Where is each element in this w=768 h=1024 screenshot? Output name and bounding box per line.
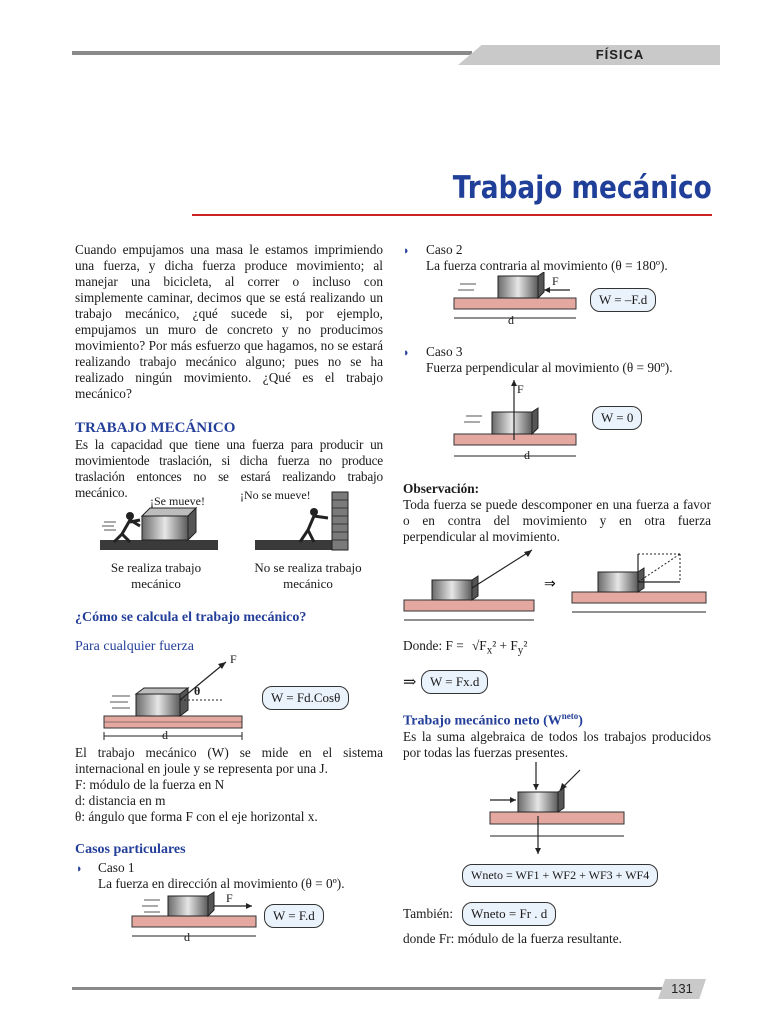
speech-no-moves: ¡No se mueve! bbox=[240, 488, 311, 502]
donde-text: Donde: F = bbox=[403, 638, 464, 653]
label-F: F bbox=[230, 652, 237, 666]
page-title: Trabajo mecánico bbox=[452, 170, 712, 206]
intro-paragraph: Cuando empujamos una masa le estamos imprimiendo una fuerza, y dicha fuerza produce movimiento; al manejar una bicicleta, al correr o incluso con simplemente caminar, decimos que se está realizando un trabajo mecánico, ¿qué sucede si, por ejemplo, empujamos un muro de concreto y no producimos movimiento? Por más esfuerzo que hagamos, no se estará realizando trabajo mecánico alguno; pues no se ha realizado ningún movimiento. ¿Qué es el trabajo mecánico? bbox=[75, 242, 383, 401]
caso2-label: Caso 2 bbox=[426, 242, 463, 257]
net-forces-diagram bbox=[484, 756, 630, 862]
formula-general: W = Fd.Cosθ bbox=[262, 686, 349, 710]
formula-fx: W = Fx.d bbox=[421, 670, 488, 694]
caso1-text: La fuerza en dirección al movimiento (θ = 0º). bbox=[98, 876, 345, 891]
caso3-label: Caso 3 bbox=[426, 344, 463, 359]
header-rule bbox=[72, 51, 472, 55]
speech-moves: ¡Se mueve! bbox=[150, 494, 205, 508]
heading-casos: Casos particulares bbox=[75, 842, 186, 857]
bullet-icon: ◗ bbox=[403, 347, 410, 359]
explain-4: θ: ángulo que forma F con el eje horizontal x. bbox=[75, 809, 318, 824]
diagram-caso1 bbox=[128, 890, 268, 946]
brick-wall bbox=[332, 492, 348, 550]
neto-text: Es la suma algebraica de todos los trabajos producidos por todas las fuerzas presentes. bbox=[403, 729, 711, 760]
label-theta: θ bbox=[194, 684, 201, 698]
resultant-note: donde Fr: módulo de la fuerza resultante. bbox=[403, 931, 622, 946]
tambien-label: También: bbox=[403, 906, 454, 921]
caso2-text: La fuerza contraria al movimiento (θ = 180º). bbox=[426, 258, 668, 273]
explain-1: El trabajo mecánico (W) se mide en el sistema internacional en joule y se representa por una J. bbox=[75, 745, 383, 776]
svg-text:⇒: ⇒ bbox=[544, 577, 556, 592]
person-icon bbox=[126, 512, 134, 520]
observacion-text: Toda fuerza se puede descomponer en una fuerza a favor o en contra del movimiento y en otra fuerza perpendicular al movimiento. bbox=[403, 497, 711, 544]
caption-right: No se realiza trabajo mecánico bbox=[254, 560, 362, 591]
title-rule bbox=[192, 214, 712, 216]
decomposition-diagram bbox=[400, 540, 712, 630]
caption-left: Se realiza trabajo mecánico bbox=[110, 560, 202, 591]
caso3-text: Fuerza perpendicular al movimiento (θ = 90º). bbox=[426, 360, 673, 375]
formula-caso1: W = F.d bbox=[264, 904, 324, 928]
heading-how-calc: ¿Cómo se calcula el trabajo mecánico? bbox=[75, 610, 307, 625]
bullet-icon: ◗ bbox=[403, 245, 410, 257]
formula-resultant: Wneto = Fr . d bbox=[462, 902, 556, 926]
diagram-caso2 bbox=[450, 272, 580, 324]
subheading-any-force: Para cualquier fuerza bbox=[75, 639, 194, 654]
floor-right bbox=[255, 540, 335, 550]
push-figures bbox=[100, 486, 360, 558]
diagram-caso3 bbox=[450, 376, 580, 466]
implies-arrow: ⇒ bbox=[403, 674, 417, 691]
sqrt-formula: $√F_x^2 + F_y^2$ bbox=[472, 638, 528, 657]
definition-paragraph: Es la capacidad que tiene una fuerza para producir un movimientode traslación, si dicha fuerza no produce traslación entonces no se estará realizando trabajo mecánico. bbox=[75, 437, 383, 500]
formula-caso2: W = –F.d bbox=[590, 288, 656, 312]
force-diagram-general bbox=[100, 650, 250, 742]
explain-3: d: distancia en m bbox=[75, 793, 166, 808]
formula-caso3: W = 0 bbox=[592, 406, 642, 430]
caso1-label: Caso 1 bbox=[98, 860, 135, 875]
observacion-heading: Observación: bbox=[403, 481, 480, 496]
subject-label: FÍSICA bbox=[595, 47, 645, 62]
label-d: d bbox=[162, 728, 168, 742]
neto-heading: Trabajo mecánico neto $(W^{neto})$ bbox=[403, 711, 583, 729]
footer-rule bbox=[72, 987, 662, 990]
section-heading-trabajo: TRABAJO MECÁNICO bbox=[75, 420, 236, 436]
bullet-icon: ◗ bbox=[76, 863, 83, 875]
page-number: 131 bbox=[671, 981, 693, 996]
formula-net-sum: Wneto = WF1 + WF2 + WF3 + WF4 bbox=[462, 864, 658, 887]
person-icon bbox=[310, 508, 318, 516]
floor-left bbox=[100, 540, 218, 550]
explain-2: F: módulo de la fuerza en N bbox=[75, 777, 225, 792]
